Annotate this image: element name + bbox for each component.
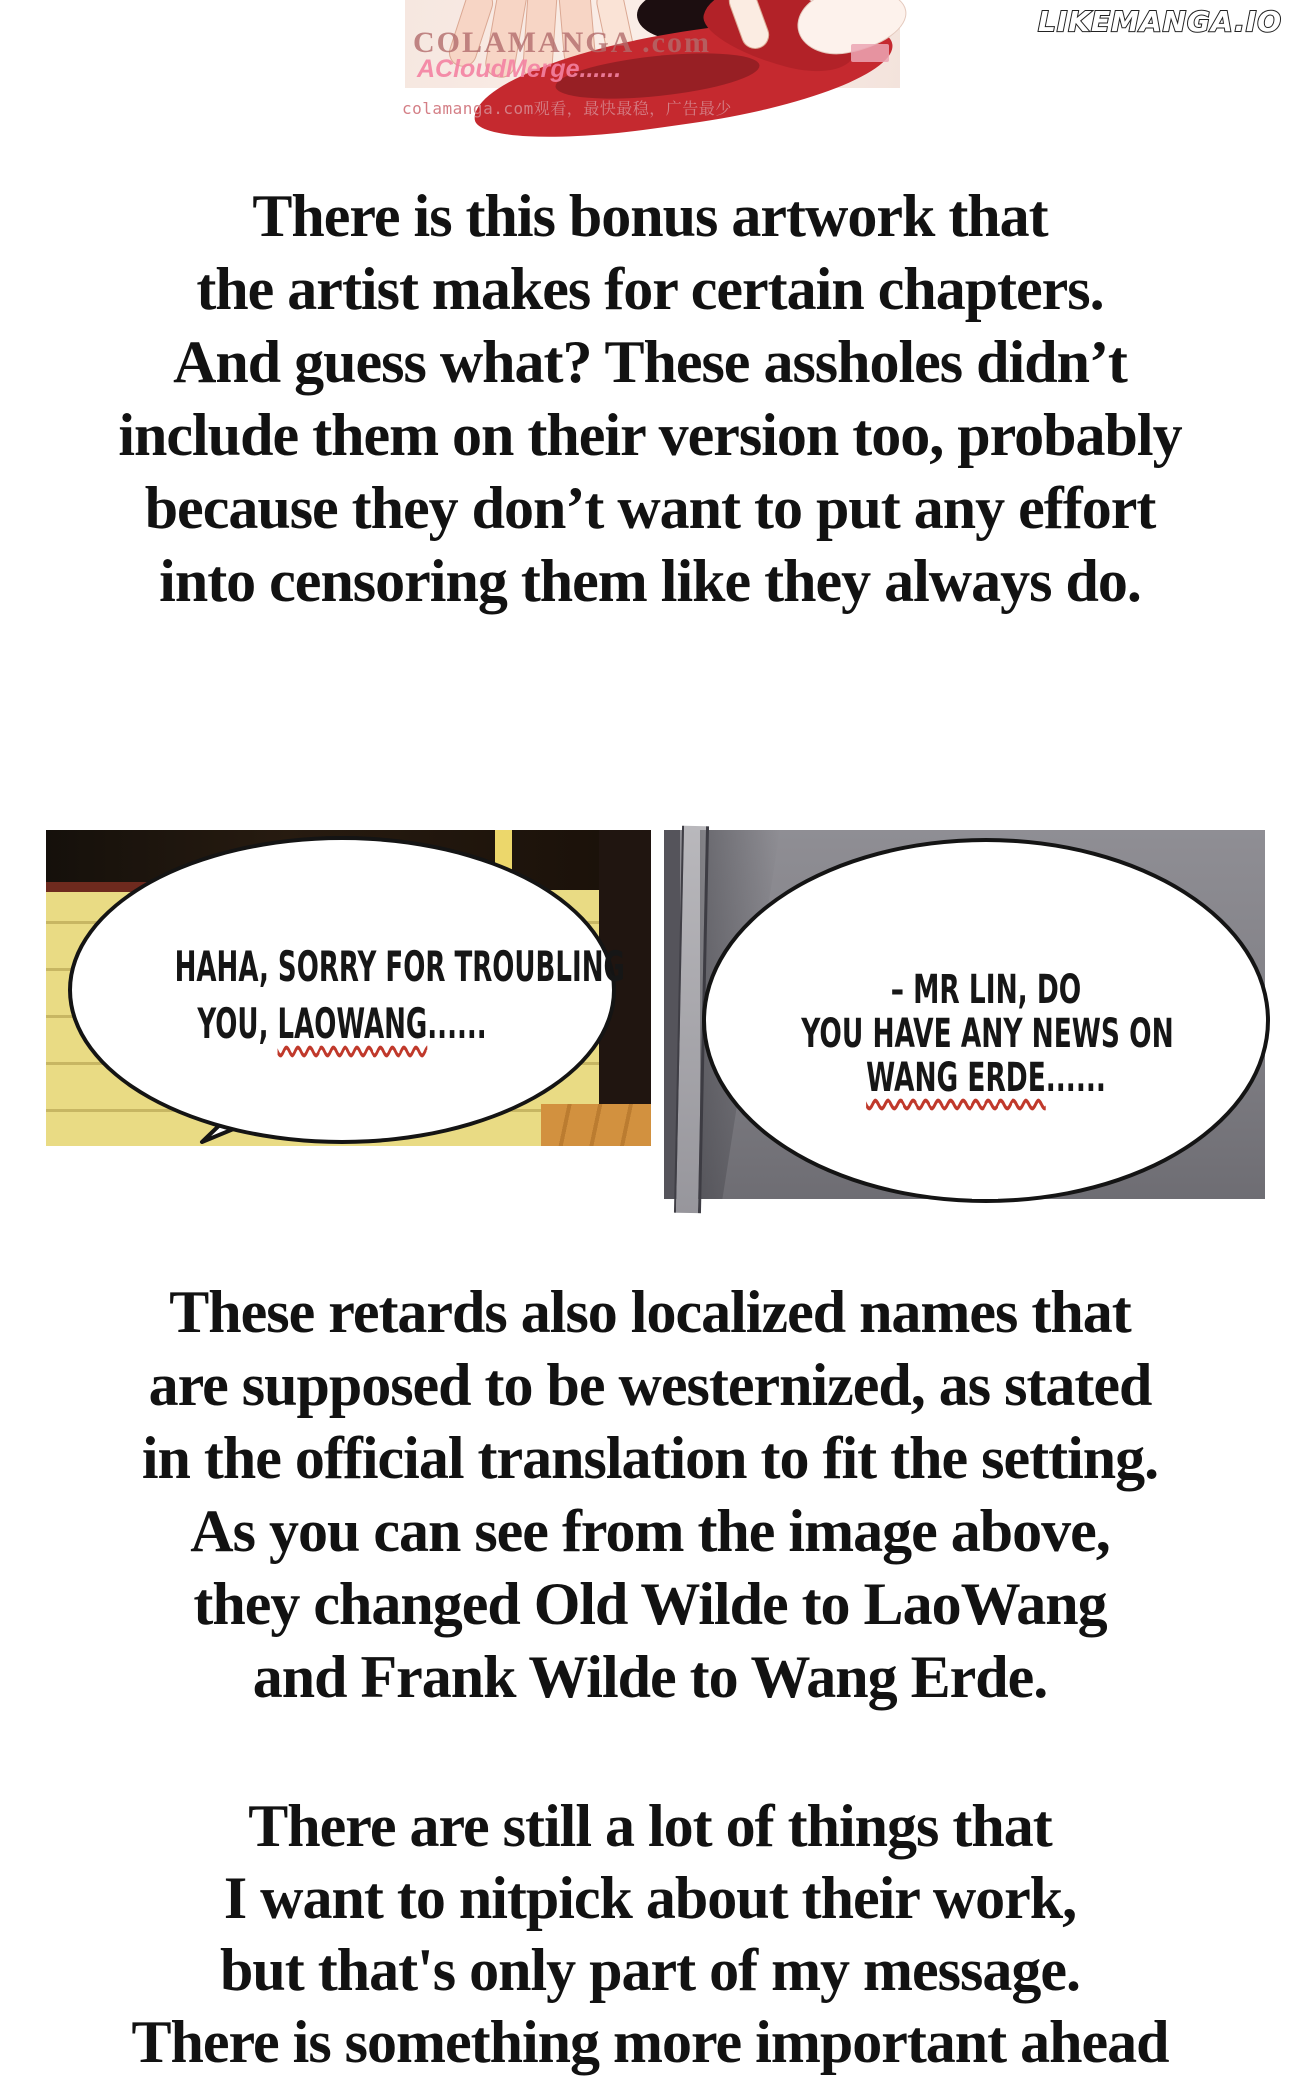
note-line: include them on their version too, probably xyxy=(118,402,1182,468)
speech-bubble-right xyxy=(702,838,1270,1203)
note-line: they changed Old Wilde to LaoWang xyxy=(193,1571,1107,1637)
note-line: in the official translation to fit the setting. xyxy=(141,1425,1159,1491)
pink-seal-stamp xyxy=(851,44,889,62)
note-line: And guess what? These assholes didn’t xyxy=(173,329,1127,395)
speech-line: – MR LIN, DO xyxy=(890,967,1082,1013)
bubble-tail-gap xyxy=(972,1192,998,1199)
colamanga-watermark: COLAMANGA .com xyxy=(413,26,711,59)
header-artwork-image xyxy=(405,0,900,88)
comic-panel-left xyxy=(46,830,651,1146)
colamanga-caption: colamanga.com观看，最快最稳，广告最少 xyxy=(402,99,732,118)
speech-line: YOU, LAOWANG...... xyxy=(197,999,487,1048)
note-line: and Frank Wilde to Wang Erde. xyxy=(252,1644,1048,1710)
likemanga-site-watermark: LIKEMANGA.IO xyxy=(1038,5,1283,38)
note-line: As you can see from the image above, xyxy=(190,1498,1110,1564)
underlined-name-wang-erde: WANG ERDE xyxy=(866,1055,1046,1101)
note-line-clipped: There is something more important ahead xyxy=(131,2009,1169,2075)
speech-text-right xyxy=(801,967,1174,1101)
speech-bubble-left xyxy=(68,836,625,1144)
note-line: because they don’t want to put any effort xyxy=(144,475,1156,541)
comic-panel-right xyxy=(664,830,1265,1199)
translator-note-3 xyxy=(0,1790,1300,2078)
underlined-name-laowang: LAOWANG xyxy=(277,999,428,1048)
translator-note-2 xyxy=(0,1276,1300,1714)
translator-note-1 xyxy=(0,180,1300,618)
speech-line: WANG ERDE...... xyxy=(866,1055,1106,1101)
note-line: I want to nitpick about their work, xyxy=(223,1865,1077,1931)
note-line: These retards also localized names that xyxy=(169,1279,1131,1345)
note-line: the artist makes for certain chapters. xyxy=(196,256,1104,322)
note-line: are supposed to be westernized, as stated xyxy=(148,1352,1152,1418)
note-line: There is this bonus artwork that xyxy=(252,183,1048,249)
note-line: There are still a lot of things that xyxy=(248,1793,1052,1859)
speech-text-left xyxy=(174,938,625,1052)
speech-line: HAHA, SORRY FOR TROUBLING xyxy=(174,942,625,991)
wood-floor xyxy=(541,1104,651,1146)
speech-line: YOU HAVE ANY NEWS ON xyxy=(801,1011,1174,1057)
acloudmerge-watermark: ACloudMerge...... xyxy=(417,55,622,83)
note-line: but that's only part of my message. xyxy=(220,1937,1080,2003)
note-line: into censoring them like they always do. xyxy=(159,548,1141,614)
